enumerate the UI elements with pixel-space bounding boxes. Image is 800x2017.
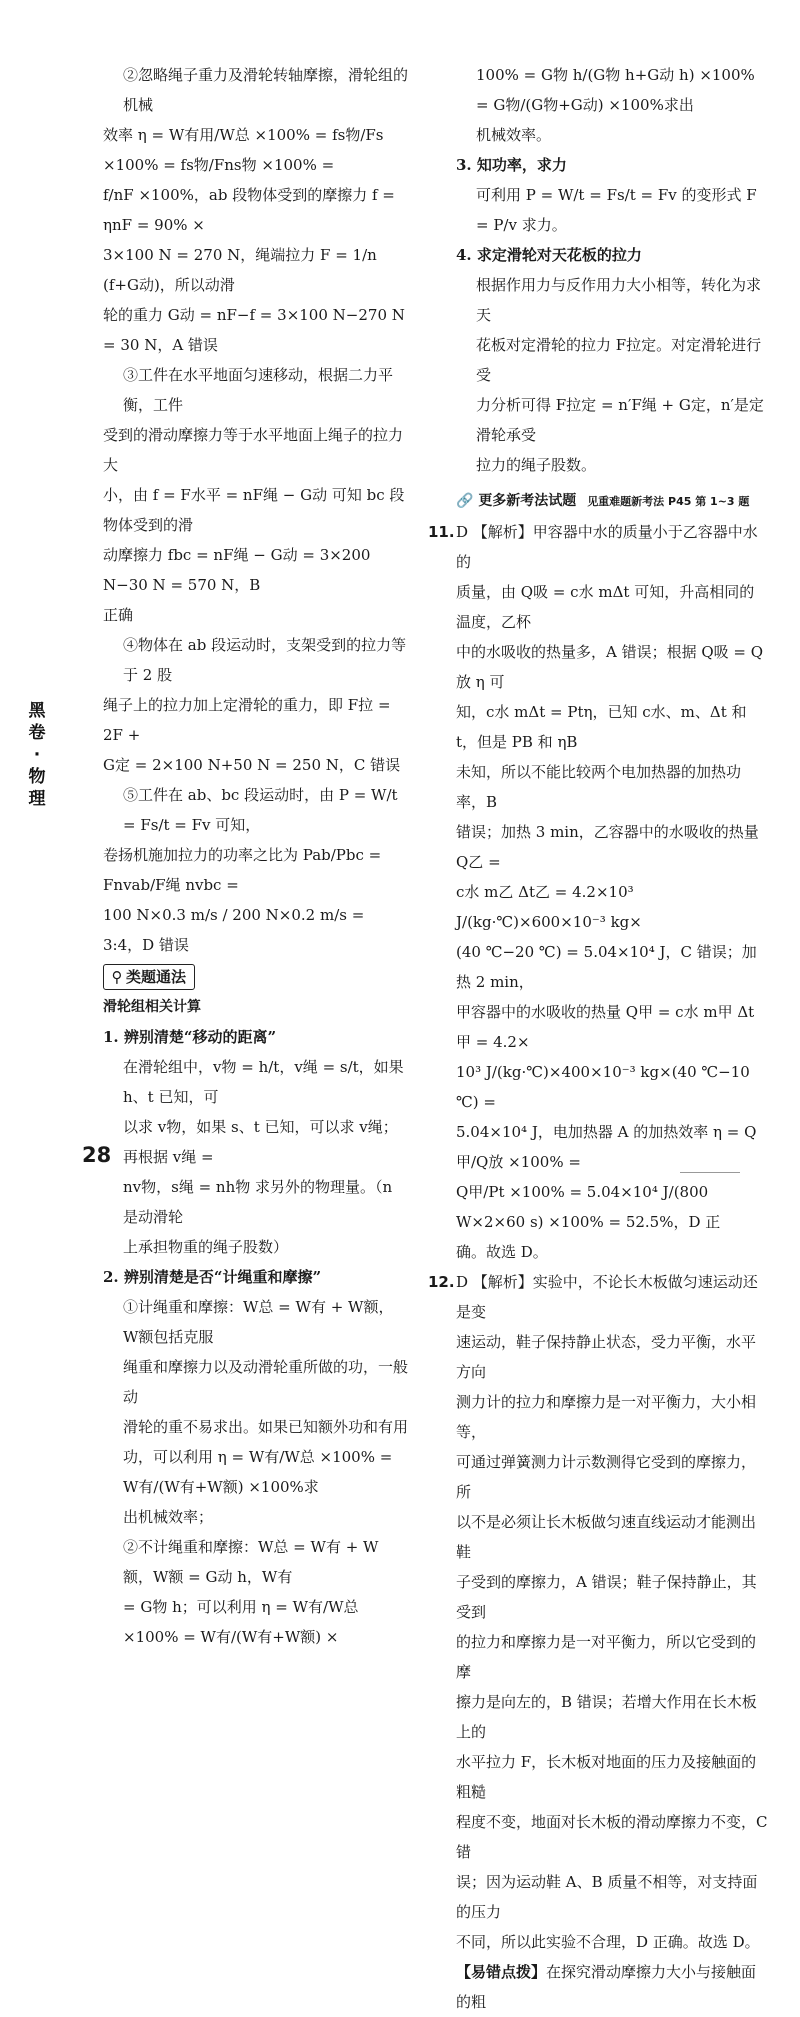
tip-line — [456, 1957, 768, 2017]
text-line: 5.04×10⁴ J，电加热器 A 的加热效率 η = Q甲/Q放 ×100% = — [456, 1123, 757, 1171]
text-line: 未知，所以不能比较两个电加热器的加热功率，B — [456, 763, 742, 811]
method-item-heading: 4. 求定滑轮对天花板的拉力 — [456, 246, 642, 264]
text-line: 水平拉力 F，长木板对地面的压力及接触面的粗糙 — [456, 1753, 757, 1801]
text-line — [428, 1267, 768, 1327]
text-line: 以不是必须让长木板做匀速直线运动才能测出鞋 — [456, 1513, 757, 1561]
text-line: ④物体在 ab 段运动时，支架受到的拉力等于 2 股 — [123, 636, 407, 684]
text-line: G定 = 2×100 N+50 N = 250 N，C 错误 — [103, 756, 401, 774]
link-icon: 🔗 — [456, 493, 474, 509]
method-item-heading: 3. 知功率，求力 — [456, 156, 567, 174]
side-label: 黑卷·物理 — [28, 701, 46, 809]
key-icon: ⚲ — [111, 968, 123, 986]
text-line: 测力计的拉力和摩擦力是一对平衡力，大小相等， — [456, 1393, 757, 1441]
more-questions-ref: 见重难题新考法 P45 第 1~3 题 — [587, 495, 750, 508]
text-line: 出机械效率； — [123, 1508, 214, 1526]
question-number: 12. — [428, 1273, 455, 1291]
more-questions-label: 更多新考法试题 — [478, 493, 577, 509]
method-heading — [103, 964, 195, 990]
method-heading-label: 类题通法 — [126, 968, 187, 986]
text-line: 子受到的摩擦力，A 错误；鞋子保持静止，其受到 — [456, 1573, 757, 1621]
question-number: 11. — [428, 523, 455, 541]
method-subtitle: 滑轮组相关计算 — [103, 999, 201, 1015]
text-line: 10³ J/(kg·℃)×400×10⁻³ kg×(40 ℃−10 ℃) = — [456, 1063, 750, 1111]
text-line: ①计绳重和摩擦：W总 = W有 + W额，W额包括克服 — [123, 1298, 394, 1346]
text-line: ②不计绳重和摩擦：W总 = W有 + W额，W额 = G动 h，W有 — [123, 1538, 379, 1586]
text-line: 确。故选 D。 — [456, 1243, 548, 1261]
text-line: 知，c水 mΔt = Ptη，已知 c水、m、Δt 和 t，但是 PB 和 ηB — [456, 703, 747, 751]
text-line: 上承担物重的绳子股数） — [123, 1238, 289, 1256]
text-line: c水 m乙 Δt乙 = 4.2×10³ J/(kg·℃)×600×10⁻³ kg× — [456, 883, 642, 931]
text-line: 受到的滑动摩擦力等于水平地面上绳子的拉力大 — [103, 426, 404, 474]
text-line: 100% = G物 h/(G物 h+G动 h) ×100% = G物/(G物+G动) ×100%求出 — [476, 66, 755, 114]
text-line — [428, 517, 768, 577]
text-line: 中的水吸收的热量多，A 错误；根据 Q吸 = Q放 η 可 — [456, 643, 764, 691]
text-line: 以求 v物，如果 s、t 已知，可以求 v绳；再根据 v绳 = — [123, 1118, 398, 1166]
method-item-heading: 2. 辨别清楚是否“计绳重和摩擦” — [103, 1268, 322, 1286]
text-line: nv物，s绳 = nh物 求另外的物理量。（n 是动滑轮 — [123, 1178, 393, 1226]
text-line: f/nF ×100%，ab 段物体受到的摩擦力 f = ηnF = 90% × — [103, 186, 395, 234]
text-line: (40 ℃−20 ℃) = 5.04×10⁴ J，C 错误；加热 2 min， — [456, 943, 757, 991]
text-line: ③工件在水平地面匀速移动，根据二力平衡，工件 — [123, 366, 394, 414]
text-line: = G物 h；可以利用 η = W有/W总 ×100% = W有/(W有+W额) × — [123, 1598, 359, 1646]
text-line: ②忽略绳子重力及滑轮转轴摩擦，滑轮组的机械 — [123, 66, 409, 114]
text-line: 质量，由 Q吸 = c水 mΔt 可知，升高相同的温度，乙杯 — [456, 583, 755, 631]
text-line: 功，可以利用 η = W有/W总 ×100% = W有/(W有+W额) ×100%求 — [123, 1448, 393, 1496]
text-line: 滑轮的重不易求出。如果已知额外功和有用 — [123, 1418, 409, 1436]
more-questions-bar — [456, 486, 768, 517]
text-line: 程度不变，地面对长木板的滑动摩擦力不变，C 错 — [456, 1813, 768, 1861]
text-line: 力分析可得 F拉定 = n′F绳 + G定，n′是定滑轮承受 — [476, 396, 764, 444]
text-line: 卷扬机施加拉力的功率之比为 Pab/Pbc = Fnvab/F绳 nvbc = — [103, 846, 382, 894]
text-line: 错误；加热 3 min，乙容器中的水吸收的热量 Q乙 = — [456, 823, 759, 871]
text-line: 小，由 f = F水平 = nF绳 − G动 可知 bc 段物体受到的滑 — [103, 486, 405, 534]
tip-label: 【易错点拨】 — [456, 1963, 547, 1981]
text-line: 根据作用力与反作用力大小相等，转化为求天 — [476, 276, 762, 324]
text-line: 轮的重力 G动 = nF−f = 3×100 N−270 N = 30 N，A 错误 — [103, 306, 405, 354]
question-text: D 【解析】甲容器中水的质量小于乙容器中水的 — [456, 523, 758, 571]
text-line: 正确 — [103, 606, 134, 624]
question-12 — [428, 1267, 768, 1957]
text-line: 在滑轮组中，v物 = h/t，v绳 = s/t，如果 h、t 已知，可 — [123, 1058, 404, 1106]
text-line: ⑤工件在 ab、bc 段运动时，由 P = W/t = Fs/t = Fv 可知， — [123, 786, 398, 834]
text-line: 擦力是向左的，B 错误；若增大作用在长木板上的 — [456, 1693, 757, 1741]
question-11 — [428, 517, 768, 1267]
text-line: 3×100 N = 270 N，绳端拉力 F = 1/n (f+G动)，所以动滑 — [103, 246, 377, 294]
text-line: 可通过弹簧测力计示数测得它受到的摩擦力，所 — [456, 1453, 757, 1501]
method-item-heading: 1. 辨别清楚“移动的距离” — [103, 1028, 277, 1046]
text-line: 可利用 P = W/t = Fs/t = Fv 的变形式 F = P/v 求力。 — [476, 186, 757, 234]
text-line: 100 N×0.3 m/s / 200 N×0.2 m/s = 3:4，D 错误 — [103, 906, 365, 954]
text-line: 甲容器中的水吸收的热量 Q甲 = c水 m甲 Δt甲 = 4.2× — [456, 1003, 755, 1051]
text-line: 拉力的绳子股数。 — [476, 456, 597, 474]
text-line: 不同，所以此实验不合理，D 正确。故选 D。 — [456, 1933, 760, 1951]
text-line: 的拉力和摩擦力是一对平衡力，所以它受到的摩 — [456, 1633, 757, 1681]
text-line: 速运动，鞋子保持静止状态，受力平衡，水平方向 — [456, 1333, 757, 1381]
left-column — [103, 60, 408, 1652]
page-number: 28 — [82, 1143, 112, 1167]
text-line: Q甲/Pt ×100% = 5.04×10⁴ J/(800 W×2×60 s) ×100% = 52.5%，D 正 — [456, 1183, 721, 1231]
text-line: 机械效率。 — [476, 126, 552, 144]
tip-text: 在探究滑动摩擦力大小与接触面的粗 — [456, 1963, 757, 2011]
text-line: 动摩擦力 fbc = nF绳 − G动 = 3×200 N−30 N = 570 N，B — [103, 546, 371, 594]
right-column — [428, 60, 768, 2017]
text-line: 绳子上的拉力加上定滑轮的重力，即 F拉 = 2F + — [103, 696, 391, 744]
text-line: 效率 η = W有用/W总 ×100% = fs物/Fs ×100% = fs物/Fns物 ×100% = — [103, 126, 384, 174]
text-line: 绳重和摩擦力以及动滑轮重所做的功，一般动 — [123, 1358, 409, 1406]
text-line: 花板对定滑轮的拉力 F拉定。对定滑轮进行受 — [476, 336, 762, 384]
footer-divider — [680, 1172, 740, 1173]
text-line: 误；因为运动鞋 A、B 质量不相等，对支持面的压力 — [456, 1873, 758, 1921]
question-text: D 【解析】实验中，不论长木板做匀速运动还是变 — [456, 1273, 758, 1321]
